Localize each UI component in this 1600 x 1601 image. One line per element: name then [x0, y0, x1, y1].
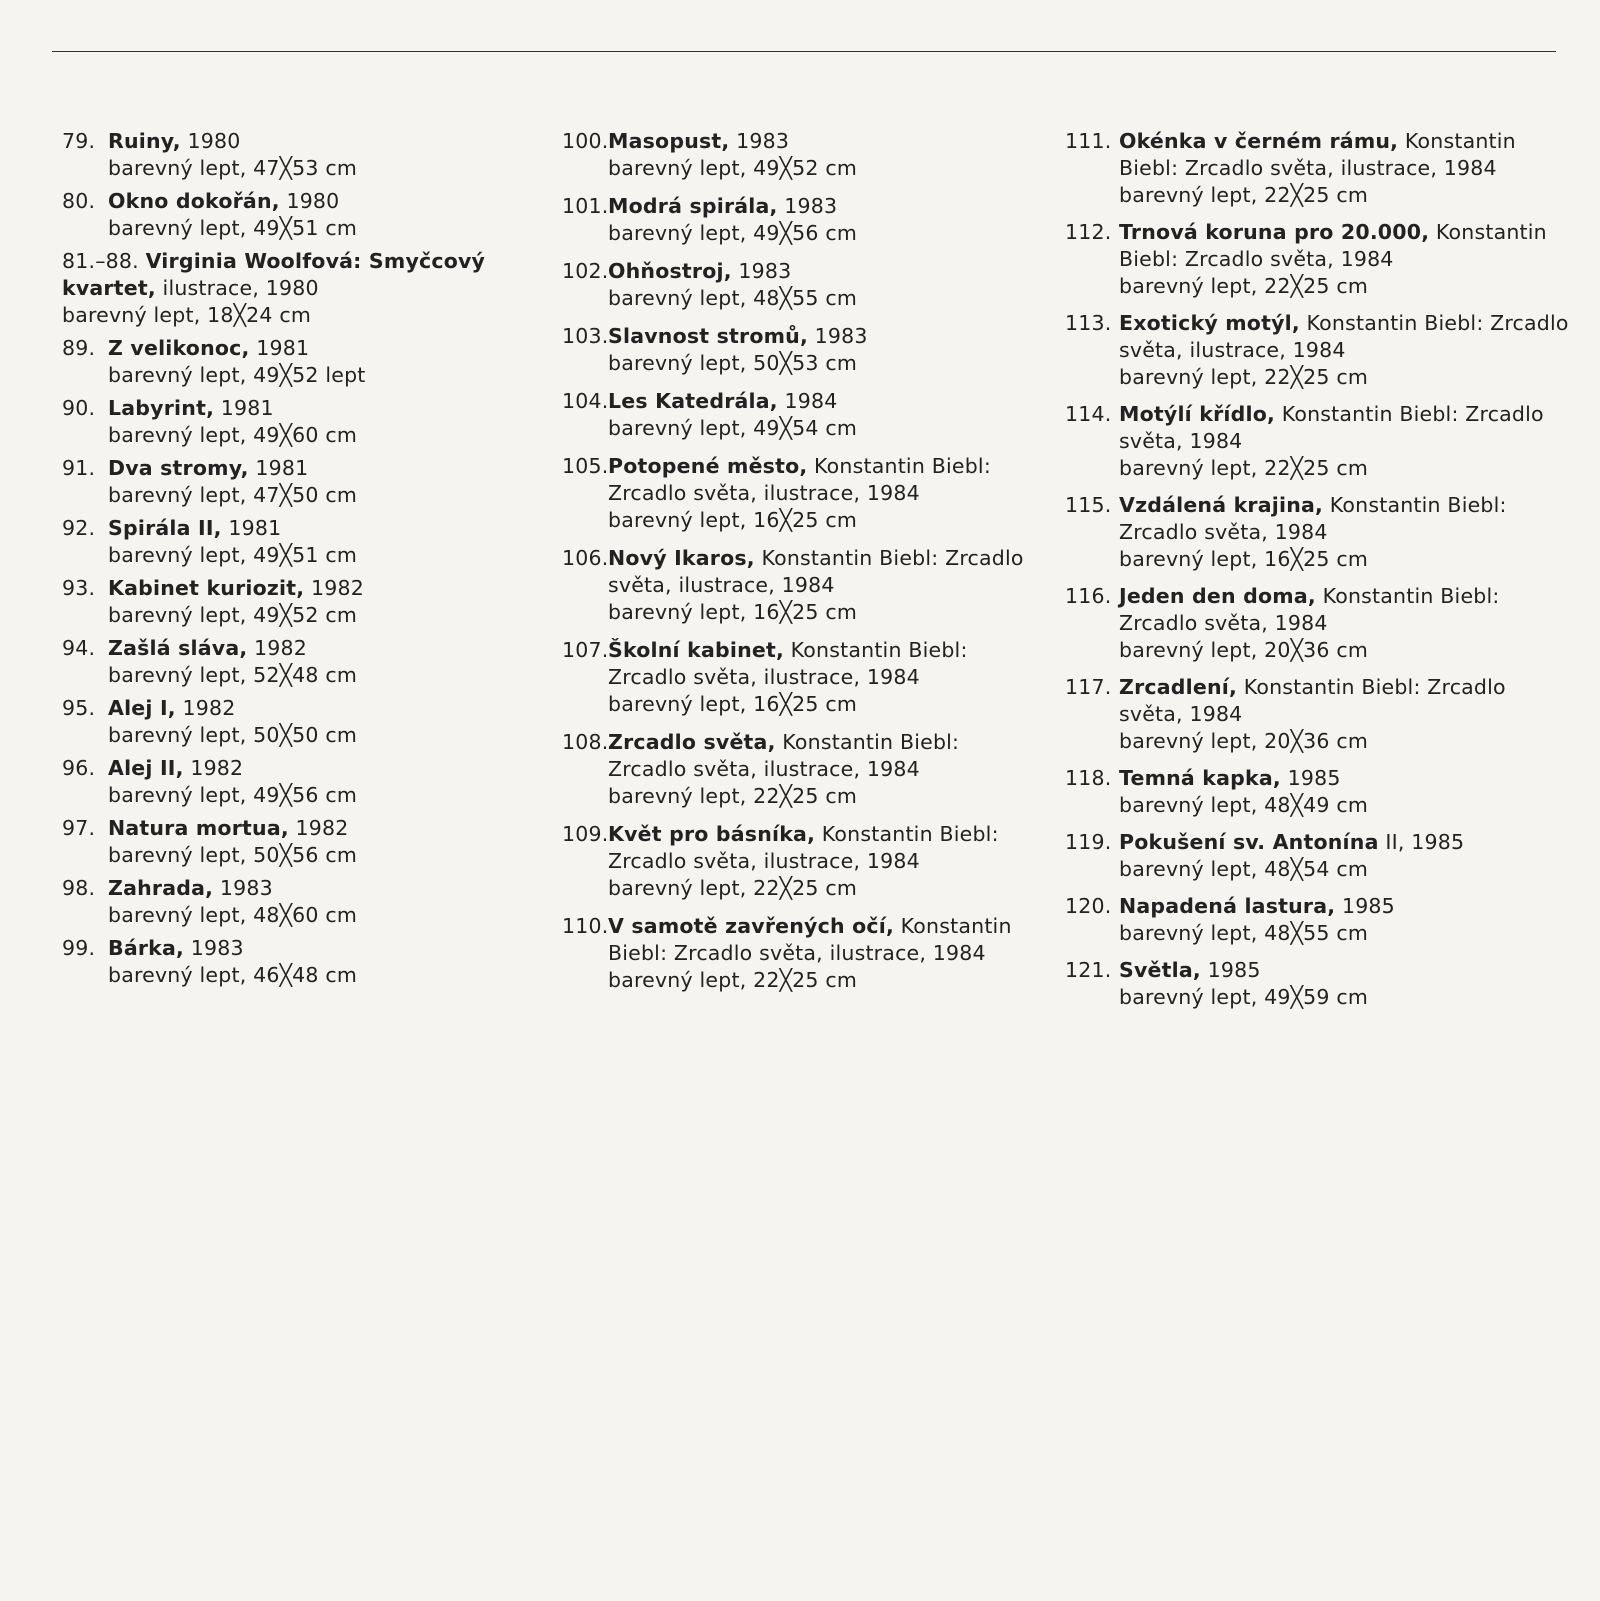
entry-technique: barevný lept, 49╳56 cm	[608, 221, 857, 245]
entry-number: 92.	[62, 516, 96, 540]
entry-details: Konstantin Biebl: Zrcadlo světa, 1984	[1119, 584, 1500, 635]
catalog-entry	[62, 128, 532, 182]
entry-technique: barevný lept, 49╳52 cm	[608, 156, 857, 180]
catalog-entry	[62, 755, 532, 809]
entry-title: V samotě zavřených očí,	[608, 914, 894, 938]
catalog-column-1	[62, 128, 532, 995]
catalog-entry	[562, 128, 1042, 182]
entry-title: Ruiny,	[108, 129, 181, 153]
entry-details: 1983	[184, 936, 244, 960]
entry-details: 1985	[1335, 894, 1395, 918]
catalog-entry	[1065, 829, 1573, 883]
catalog-entry	[562, 258, 1042, 312]
entry-details: Konstantin Biebl: Zrcadlo světa, ilustrace, 1984	[608, 546, 1024, 597]
entry-technique: barevný lept, 22╳25 cm	[1119, 365, 1368, 389]
catalog-entry	[562, 637, 1042, 718]
entry-details: ilustrace, 1980	[155, 276, 319, 300]
entry-number: 81.–88.	[62, 249, 139, 273]
entry-technique: barevný lept, 49╳52 cm	[108, 603, 357, 627]
entry-details: 1983	[731, 259, 792, 283]
entry-number: 121.	[1065, 958, 1112, 982]
catalog-entry	[62, 455, 532, 509]
entry-technique: barevný lept, 50╳56 cm	[108, 843, 357, 867]
entry-number: 98.	[62, 876, 96, 900]
entry-technique: barevný lept, 49╳51 cm	[108, 216, 357, 240]
entry-title: Motýlí křídlo,	[1119, 402, 1275, 426]
entry-technique: barevný lept, 20╳36 cm	[1119, 729, 1368, 753]
entry-title: Nový Ikaros,	[608, 546, 755, 570]
entry-technique: barevný lept, 49╳60 cm	[108, 423, 357, 447]
entry-title: Ohňostroj,	[608, 259, 732, 283]
entry-details: 1984	[777, 389, 838, 413]
catalog-entry	[1065, 765, 1573, 819]
entry-title: Okénka v černém rámu,	[1119, 129, 1399, 153]
entry-title: Z velikonoc,	[108, 336, 250, 360]
entry-title: Modrá spirála,	[608, 194, 778, 218]
entry-technique: barevný lept, 22╳25 cm	[1119, 183, 1368, 207]
entry-number: 80.	[62, 189, 96, 213]
entry-number: 118.	[1065, 766, 1112, 790]
catalog-entry	[1065, 674, 1573, 755]
entry-number: 89.	[62, 336, 96, 360]
catalog-entry	[562, 821, 1042, 902]
entry-number: 105.	[562, 454, 609, 478]
catalog-column-3	[1065, 128, 1573, 1021]
entry-details: 1980	[279, 189, 340, 213]
entry-number: 101.	[562, 194, 609, 218]
entry-title: Vzdálená krajina,	[1119, 493, 1324, 517]
entry-technique: barevný lept, 49╳56 cm	[108, 783, 357, 807]
entry-details: Konstantin Biebl: Zrcadlo světa, 1984	[1119, 402, 1544, 453]
entry-title: Natura mortua,	[108, 816, 289, 840]
entry-technique: barevný lept, 18╳24 cm	[62, 303, 311, 327]
catalog-entry	[1065, 893, 1573, 947]
entry-technique: barevný lept, 50╳50 cm	[108, 723, 357, 747]
entry-details: 1981	[248, 456, 309, 480]
entry-details: Konstantin Biebl: Zrcadlo světa, 1984	[1119, 220, 1547, 271]
catalog-entry	[562, 913, 1042, 994]
catalog-entry	[562, 545, 1042, 626]
entry-details: 1981	[214, 396, 274, 420]
entry-technique: barevný lept, 16╳25 cm	[1119, 547, 1368, 571]
entry-number: 91.	[62, 456, 96, 480]
entry-number: 112.	[1065, 220, 1112, 244]
entry-technique: barevný lept, 16╳25 cm	[608, 600, 857, 624]
entry-details: 1980	[180, 129, 241, 153]
entry-title: Školní kabinet,	[608, 638, 784, 662]
entry-details: Konstantin Biebl: Zrcadlo světa, ilustrace, 1984	[1119, 311, 1569, 362]
entry-number: 100.	[562, 129, 609, 153]
entry-details: 1983	[213, 876, 273, 900]
entry-details: Konstantin Biebl: Zrcadlo světa, ilustrace, 1984	[608, 454, 991, 505]
entry-number: 94.	[62, 636, 96, 660]
entry-technique: barevný lept, 48╳49 cm	[1119, 793, 1368, 817]
entry-technique: barevný lept, 22╳25 cm	[608, 968, 857, 992]
entry-details: 1982	[247, 636, 308, 660]
entry-number: 119.	[1065, 830, 1112, 854]
catalog-entry	[1065, 219, 1573, 300]
catalog-entry	[1065, 401, 1573, 482]
entry-number: 95.	[62, 696, 96, 720]
entry-title: Pokušení sv. Antonína	[1119, 830, 1379, 854]
entry-title: Exotický motýl,	[1119, 311, 1300, 335]
entry-number: 111.	[1065, 129, 1112, 153]
entry-technique: barevný lept, 48╳55 cm	[608, 286, 857, 310]
catalog-entry	[62, 875, 532, 929]
entry-number: 96.	[62, 756, 96, 780]
entry-details: Konstantin Biebl: Zrcadlo světa, 1984	[1119, 493, 1507, 544]
catalog-entry	[1065, 957, 1573, 1011]
entry-number: 107.	[562, 638, 609, 662]
top-rule	[52, 51, 1556, 52]
entry-title: Trnová koruna pro 20.000,	[1119, 220, 1430, 244]
entry-details: 1985	[1280, 766, 1341, 790]
entry-title: Světla,	[1119, 958, 1201, 982]
entry-title: Napadená lastura,	[1119, 894, 1336, 918]
entry-title: Alej I,	[108, 696, 176, 720]
entry-title: Zašlá sláva,	[108, 636, 248, 660]
catalog-entry	[62, 935, 532, 989]
entry-number: 106.	[562, 546, 609, 570]
entry-number: 103.	[562, 324, 609, 348]
entry-technique: barevný lept, 20╳36 cm	[1119, 638, 1368, 662]
entry-technique: barevný lept, 22╳25 cm	[1119, 274, 1368, 298]
entry-details: 1985	[1200, 958, 1261, 982]
entry-title: Zrcadlo světa,	[608, 730, 776, 754]
entry-number: 97.	[62, 816, 96, 840]
entry-details: Konstantin Biebl: Zrcadlo světa, ilustrace, 1984	[1119, 129, 1516, 180]
entry-technique: barevný lept, 22╳25 cm	[608, 784, 857, 808]
entry-technique: barevný lept, 48╳55 cm	[1119, 921, 1368, 945]
entry-title: Labyrint,	[108, 396, 215, 420]
entry-number: 110.	[562, 914, 609, 938]
catalog-entry	[1065, 492, 1573, 573]
entry-technique: barevný lept, 47╳53 cm	[108, 156, 357, 180]
entry-technique: barevný lept, 48╳60 cm	[108, 903, 357, 927]
entry-title: Jeden den doma,	[1119, 584, 1316, 608]
entry-technique: barevný lept, 50╳53 cm	[608, 351, 857, 375]
entry-details: 1981	[249, 336, 310, 360]
entry-number: 102.	[562, 259, 609, 283]
entry-number: 113.	[1065, 311, 1112, 335]
entry-title: Zahrada,	[108, 876, 214, 900]
entry-details: Konstantin Biebl: Zrcadlo světa, ilustrace, 1984	[608, 914, 1012, 965]
entry-number: 114.	[1065, 402, 1112, 426]
entry-technique: barevný lept, 46╳48 cm	[108, 963, 357, 987]
entry-number: 117.	[1065, 675, 1112, 699]
entry-details: Konstantin Biebl: Zrcadlo světa, 1984	[1119, 675, 1506, 726]
catalog-entry	[1065, 128, 1573, 209]
catalog-entry	[62, 515, 532, 569]
catalog-entry	[62, 335, 532, 389]
entry-details: Konstantin Biebl: Zrcadlo světa, ilustrace, 1984	[608, 730, 960, 781]
entry-title: Okno dokořán,	[108, 189, 280, 213]
entry-technique: barevný lept, 47╳50 cm	[108, 483, 357, 507]
entry-title: Masopust,	[608, 129, 730, 153]
entry-number: 79.	[62, 129, 96, 153]
entry-technique: barevný lept, 49╳59 cm	[1119, 985, 1368, 1009]
entry-technique: barevný lept, 22╳25 cm	[608, 876, 857, 900]
entry-technique: barevný lept, 16╳25 cm	[608, 692, 857, 716]
entry-title: Les Katedrála,	[608, 389, 778, 413]
catalog-entry	[562, 453, 1042, 534]
entry-title: Temná kapka,	[1119, 766, 1281, 790]
entry-technique: barevný lept, 16╳25 cm	[608, 508, 857, 532]
catalog-entry	[62, 695, 532, 749]
catalog-entry	[562, 729, 1042, 810]
entry-technique: barevný lept, 52╳48 cm	[108, 663, 357, 687]
entry-details: 1982	[288, 816, 349, 840]
entry-details: 1983	[777, 194, 838, 218]
entry-title: Alej II,	[108, 756, 184, 780]
entry-number: 120.	[1065, 894, 1112, 918]
entry-number: 90.	[62, 396, 96, 420]
entry-number: 93.	[62, 576, 96, 600]
entry-number: 116.	[1065, 584, 1112, 608]
entry-details: 1982	[175, 696, 236, 720]
entry-technique: barevný lept, 49╳54 cm	[608, 416, 857, 440]
entry-technique: barevný lept, 49╳51 cm	[108, 543, 357, 567]
entry-title: Zrcadlení,	[1119, 675, 1237, 699]
entry-number: 115.	[1065, 493, 1112, 517]
entry-title: Bárka,	[108, 936, 185, 960]
entry-details: 1982	[183, 756, 244, 780]
catalog-column-2	[562, 128, 1042, 1005]
catalog-entry	[562, 323, 1042, 377]
entry-details: Konstantin Biebl: Zrcadlo světa, ilustrace, 1984	[608, 638, 968, 689]
entry-technique: barevný lept, 48╳54 cm	[1119, 857, 1368, 881]
entry-title: Dva stromy,	[108, 456, 249, 480]
catalog-entry	[1065, 583, 1573, 664]
catalog-entry	[62, 395, 532, 449]
entry-title: Potopené město,	[608, 454, 808, 478]
catalog-entry	[562, 388, 1042, 442]
catalog-entry	[1065, 310, 1573, 391]
entry-title: Slavnost stromů,	[608, 324, 808, 348]
catalog-entry	[62, 188, 532, 242]
entry-title: Květ pro básníka,	[608, 822, 816, 846]
catalog-entry	[562, 193, 1042, 247]
entry-number: 109.	[562, 822, 609, 846]
entry-title: Kabinet kuriozit,	[108, 576, 305, 600]
entry-title: Spirála II,	[108, 516, 222, 540]
entry-number: 104.	[562, 389, 609, 413]
catalog-entry	[62, 248, 532, 329]
entry-title: Virginia Woolfová: Smyčcový kvartet,	[62, 249, 486, 300]
entry-technique: barevný lept, 22╳25 cm	[1119, 456, 1368, 480]
catalog-entry	[62, 635, 532, 689]
entry-details: 1983	[729, 129, 790, 153]
entry-number: 99.	[62, 936, 96, 960]
entry-details: Konstantin Biebl: Zrcadlo světa, ilustrace, 1984	[608, 822, 999, 873]
entry-number: 108.	[562, 730, 609, 754]
entry-details: 1983	[807, 324, 868, 348]
entry-details: II, 1985	[1378, 830, 1465, 854]
entry-details: 1981	[221, 516, 282, 540]
catalog-entry	[62, 575, 532, 629]
catalog-entry	[62, 815, 532, 869]
entry-technique: barevný lept, 49╳52 lept	[108, 363, 366, 387]
entry-details: 1982	[304, 576, 364, 600]
